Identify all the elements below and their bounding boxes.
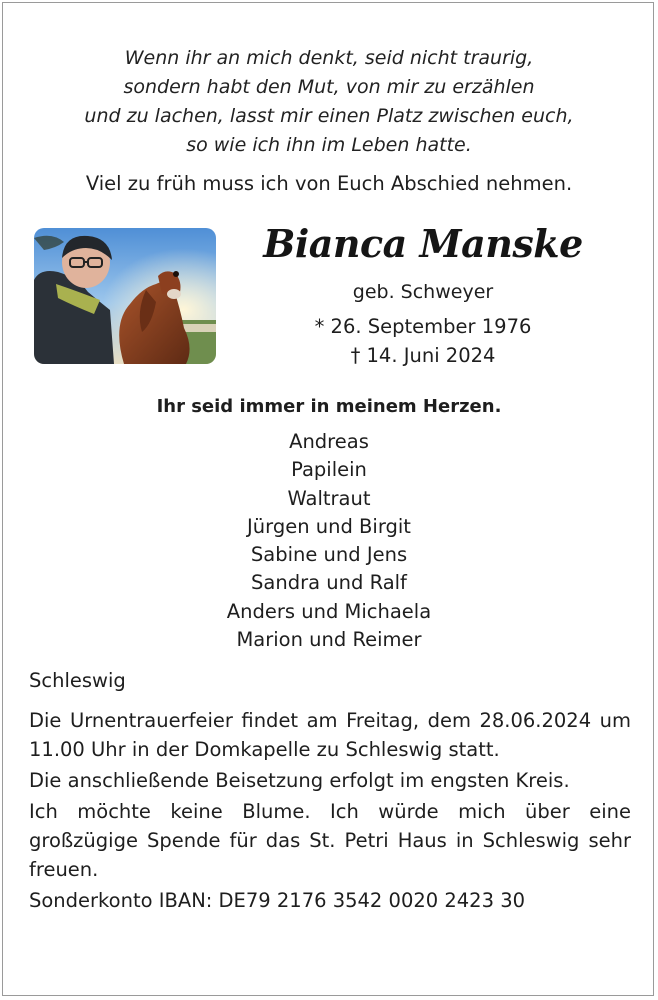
life-dates (225, 312, 621, 370)
mourner-name: Andreas (289, 430, 369, 453)
funeral-notice (29, 706, 631, 915)
death-date: † 14. Juni 2024 (350, 344, 496, 367)
mourner-name: Waltraut (287, 486, 371, 510)
donation-text: Ich möchte keine Blume. Ich würde mich über eine großzügige Spende für das St. Petri Haus in Schleswig sehr freuen. (29, 800, 631, 881)
birth-name: geb. Schweyer (352, 281, 494, 303)
burial-text: Die anschließende Beisetzung erfolgt im engsten Kreis. (29, 769, 570, 792)
farewell-text: Viel zu früh muss ich von Euch Abschied nehmen. (85, 172, 573, 195)
mourner-name: Jürgen und Birgit (247, 514, 411, 538)
mourner-name: Sandra und Ralf (251, 571, 407, 595)
poem-line: und zu lachen, lasst mir einen Platz zwischen euch, (84, 105, 574, 127)
birth-date: * 26. September 1976 (314, 315, 532, 338)
poem-line: Wenn ihr an mich denkt, seid nicht traurig, (124, 47, 534, 69)
mourner-name: Papilein (291, 458, 367, 482)
mourner-name: Sabine und Jens (250, 543, 408, 567)
poem (0, 44, 658, 160)
mourner-name: Marion und Reimer (236, 628, 422, 652)
poem-line: so wie ich ihn im Leben hatte. (186, 134, 472, 156)
poem-line: sondern habt den Mut, von mir zu erzählen (123, 76, 535, 98)
ceremony-text: Die Urnentrauerfeier findet am Freitag, dem 28.06.2024 um 11.00 Uhr in der Domkapelle zu Schleswig statt. (29, 709, 631, 761)
place: Schleswig (29, 669, 126, 692)
motto: Ihr seid immer in meinem Herzen. (156, 396, 502, 417)
mourner-name: Anders und Michaela (226, 599, 432, 623)
portrait-photo (34, 228, 216, 364)
bank-account: Sonderkonto IBAN: DE79 2176 3542 0020 2423 30 (29, 889, 526, 912)
deceased-name: Bianca Manske (263, 221, 583, 266)
mourners-list (0, 428, 658, 654)
